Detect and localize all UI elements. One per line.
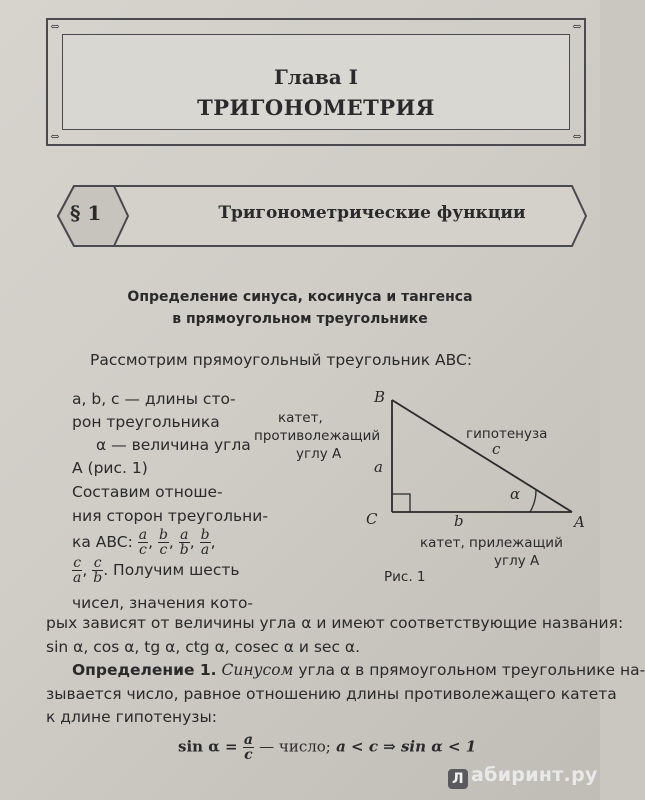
side-b-label: b [454,512,464,530]
six-numbers-text: . Получим шесть [103,561,240,579]
left-col-line-1: a, b, c — длины сто- [72,390,236,408]
definition-line-1 [72,661,645,679]
angle-alpha-label: α [510,485,521,503]
definition-rest: угла α в прямоугольном треугольнике на- [293,661,645,679]
fraction-a-b: $\frac{a}{b}$ [179,527,189,558]
opposite-leg-label-3: углу A [296,446,342,462]
left-col-line-5: Составим отноше- [72,483,223,501]
corner-ornament-icon: ⇔ [50,130,60,143]
adjacent-leg-label-1: катет, прилежащий [420,535,563,551]
opposite-leg-label-1: катет, [278,410,323,426]
corner-ornament-icon: ⇔ [572,130,582,143]
subheading-line-2: в прямоугольном треугольнике [172,311,428,327]
body-line-2: sin α, cos α, tg α, ctg α, cosec α и sec α. [46,638,361,656]
right-angle-mark [392,494,410,512]
left-col-line-8: $\frac{c}{a}$ , $\frac{c}{b}$ . Получим шесть [73,555,240,586]
subheading-line-1: Определение синуса, косинуса и тангенса [127,289,473,305]
vertex-c-label: C [366,510,378,528]
side-c-label: c [492,440,501,458]
body-line-1: рых зависят от величины угла α и имеют соответствующие названия: [46,614,624,632]
section-banner [56,183,588,249]
chapter-number: Глава I [273,65,359,89]
vertex-a-label: A [574,513,585,531]
definition-line-3: к длине гипотенузы: [46,708,217,726]
left-col-line-6: ния сторон треугольни- [72,507,268,525]
watermark-text: абиринт.ру [471,764,598,786]
labirint-watermark [448,764,598,789]
side-a-label: a [374,458,383,476]
chapter-frame [46,18,586,146]
chapter-title: ТРИГОНОМЕТРИЯ [197,95,435,120]
left-col-line-2: рон треугольника [72,413,220,431]
hypotenuse-label: гипотенуза [466,426,548,442]
labirint-logo-icon: Л [448,769,468,789]
corner-ornament-icon: ⇔ [572,20,582,33]
adjacent-leg-label-2: углу A [494,553,540,569]
figure-caption: Рис. 1 [384,569,426,585]
fraction-c-b: $\frac{c}{b}$ [93,555,103,586]
formula-lhs: sin α = [178,737,238,756]
definition-line-2: зывается число, равное отношению длины противолежащего катета [46,685,617,703]
formula-fraction: $\frac{a}{c}$ [243,732,253,763]
fraction-intro: ка ABC: [72,533,133,551]
definition-label: Определение 1. [72,661,217,679]
formula-rhs: a < c ⇒ sin α < 1 [336,737,477,756]
corner-ornament-icon: ⇔ [50,20,60,33]
left-col-line-7: ка ABC: $\frac{a}{c}$ , $\frac{b}{c}$ , $\frac{a}{b}$ , $\frac{b}{a}$ , [72,527,216,558]
section-number: § 1 [70,201,102,225]
fraction-b-c: $\frac{b}{c}$ [158,527,168,558]
definition-term: Синусом [221,661,294,679]
intro-text: Рассмотрим прямоугольный треугольник ABC: [90,351,473,369]
fraction-a-c: $\frac{a}{c}$ [138,527,148,558]
section-title: Тригонометрические функции [218,203,526,223]
fraction-b-a: $\frac{b}{a}$ [200,527,210,558]
left-col-line-3: α — величина угла [96,436,251,454]
sine-formula [178,733,476,762]
left-col-line-9: чисел, значения кото- [72,594,254,612]
angle-arc [530,490,536,512]
opposite-leg-label-2: противолежащий [254,428,381,444]
fraction-c-a: $\frac{c}{a}$ [73,555,82,586]
side-c-line [392,400,572,512]
left-col-line-4: A (рис. 1) [72,459,148,477]
formula-middle: — число; [259,737,331,756]
vertex-b-label: B [374,388,386,406]
